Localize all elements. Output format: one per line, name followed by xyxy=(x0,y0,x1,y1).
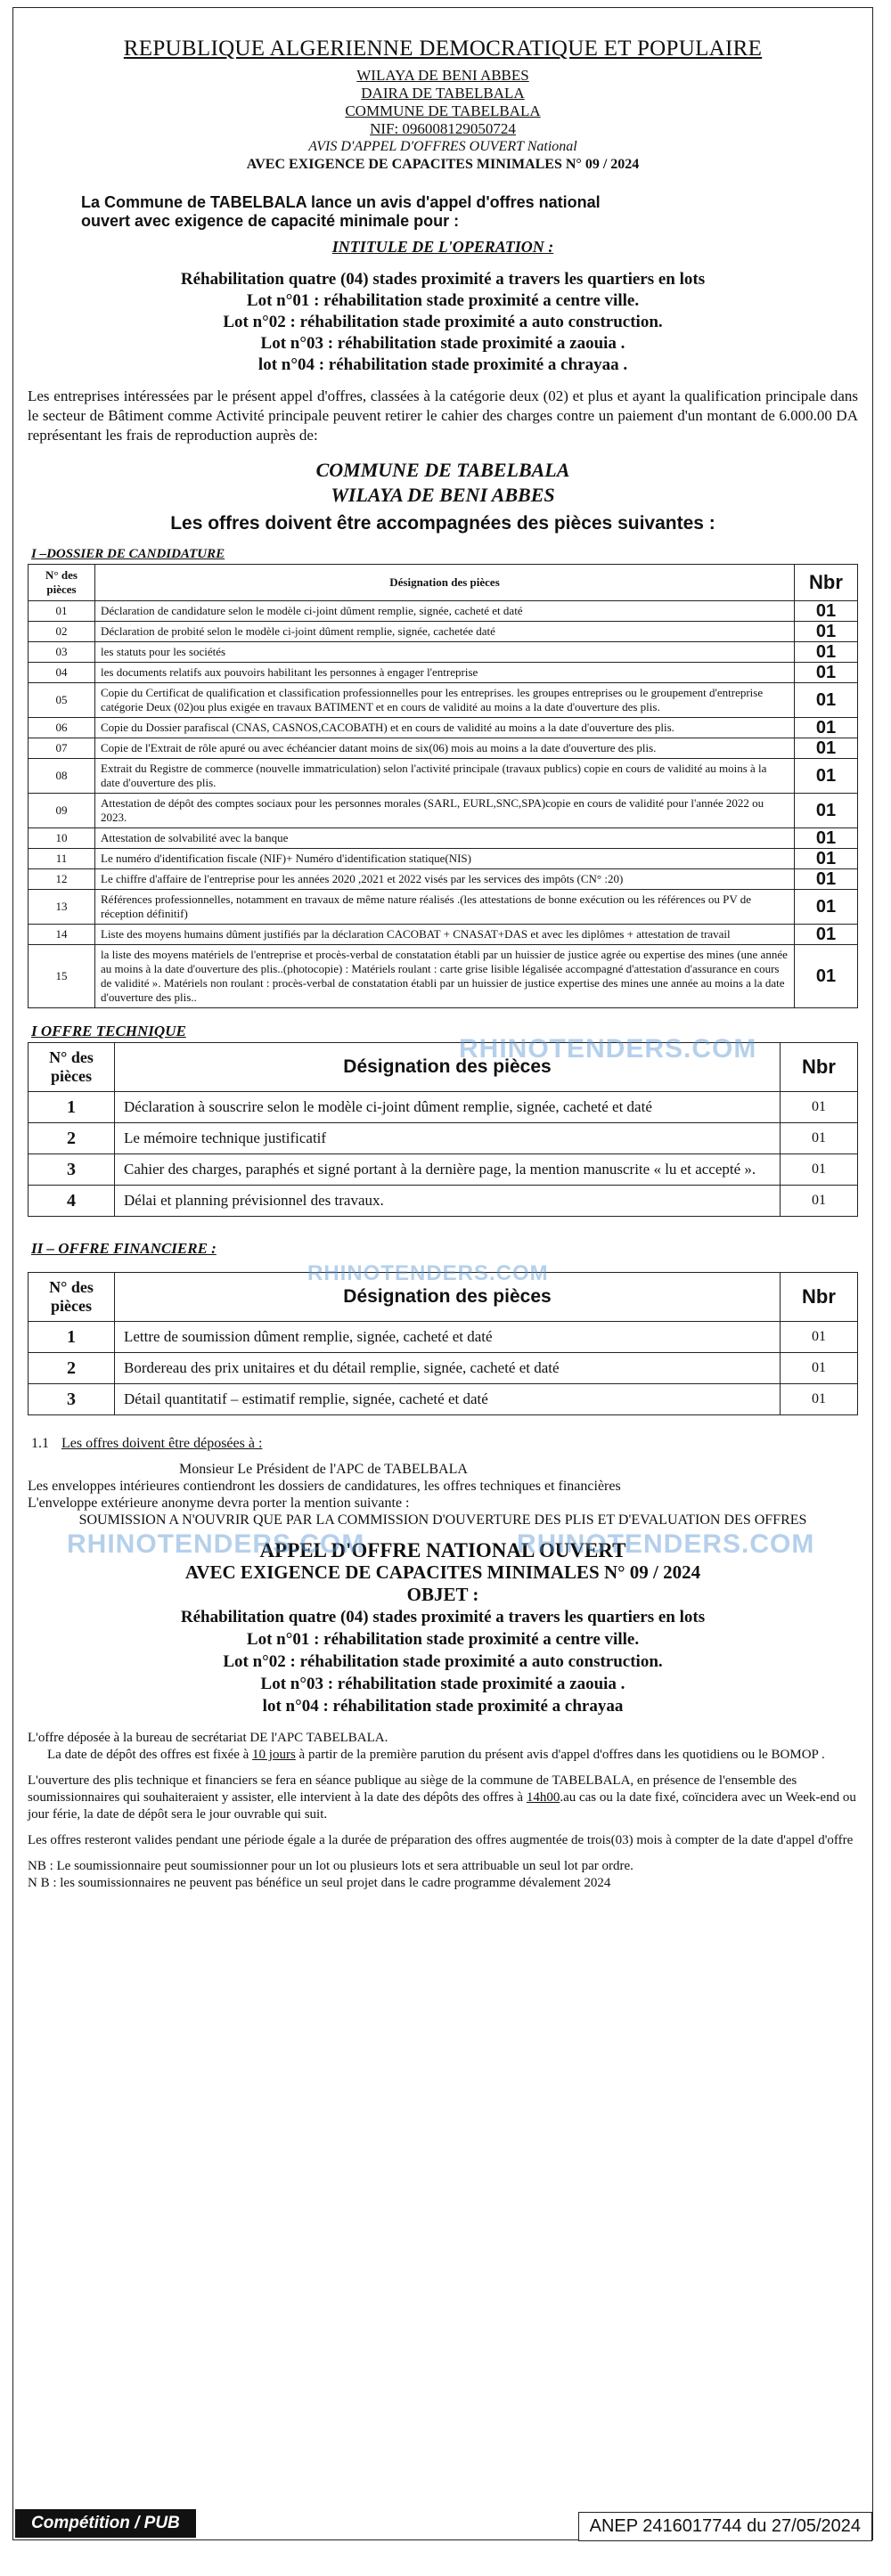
final-p1: L'offre déposée à la bureau de secrétariat DE l'APC TABELBALA. xyxy=(28,1731,388,1745)
enveloppe-lot-1: Lot n°01 : réhabilitation stade proximité a centre ville. xyxy=(246,1630,640,1649)
nif-line: NIF: 096008129050724 xyxy=(370,120,516,137)
depot-block xyxy=(28,1435,858,1528)
financiere-head-num: N° des pièces xyxy=(29,1273,115,1322)
depot-title: Les offres doivent être déposées à : xyxy=(61,1436,263,1451)
commune-block-line-2: WILAYA DE BENI ABBES xyxy=(331,484,555,506)
dossier-row xyxy=(29,759,858,794)
technique-piece-number: 3 xyxy=(29,1154,115,1186)
final-p3-hour: 14h00 xyxy=(526,1790,560,1805)
final-p2 xyxy=(28,1747,858,1764)
technique-piece-number: 2 xyxy=(29,1123,115,1154)
dossier-piece-number: 05 xyxy=(29,683,95,718)
dossier-piece-designation: les statuts pour les sociétés xyxy=(95,642,795,663)
dossier-row xyxy=(29,869,858,890)
dossier-piece-designation: les documents relatifs aux pouvoirs habilitant les personnes à engager l'entreprise xyxy=(95,663,795,683)
final-p2-days: 10 jours xyxy=(252,1748,296,1762)
financiere-row xyxy=(29,1353,858,1384)
intro-text xyxy=(81,193,858,231)
dossier-piece-designation: Copie de l'Extrait de rôle apuré ou avec échéancier datant moins de six(06) mois au moins a la date d'ouverture des plis. xyxy=(95,738,795,759)
financiere-row xyxy=(29,1384,858,1415)
financiere-piece-designation: Lettre de soumission dûment remplie, signée, cacheté et daté xyxy=(115,1322,781,1353)
watermark-3: RHINOTENDERS.COM xyxy=(67,1529,365,1559)
dossier-row xyxy=(29,738,858,759)
technique-row xyxy=(29,1186,858,1217)
technique-piece-designation: Délai et planning prévisionnel des travaux. xyxy=(115,1186,781,1217)
operation-lot-2: Lot n°02 : réhabilitation stade proximité a auto construction. xyxy=(223,313,663,331)
intro-line-1: La Commune de TABELBALA lance un avis d'appel d'offres national xyxy=(81,193,601,211)
technique-piece-number: 1 xyxy=(29,1092,115,1123)
daira-line: DAIRA DE TABELBALA xyxy=(361,85,525,102)
dossier-piece-designation: Attestation de solvabilité avec la banque xyxy=(95,828,795,849)
watermark-1: RHINOTENDERS.COM xyxy=(459,1034,757,1064)
dossier-piece-designation: Déclaration de probité selon le modèle ci-joint dûment remplie, signée, cachetée daté xyxy=(95,622,795,642)
technique-piece-designation: Cahier des charges, paraphés et signé portant à la dernière page, la mention manuscrite « lu et accepté ». xyxy=(115,1154,781,1186)
technique-piece-count: 01 xyxy=(781,1186,858,1217)
wilaya-line: WILAYA DE BENI ABBES xyxy=(356,67,529,84)
commune-block-line-1: COMMUNE DE TABELBALA xyxy=(315,459,570,481)
financiere-title: II – OFFRE FINANCIERE : xyxy=(31,1240,217,1257)
final-p3-b: .au cas ou la date fixé, coïncidera avec un Week-end ou jour férie, la date de dépôt sera le jour ouvrable qui suit. xyxy=(28,1790,856,1822)
operation-lot-4: lot n°04 : réhabilitation stade proximité a chrayaa . xyxy=(257,355,628,374)
enveloppe-lot-4: lot n°04 : réhabilitation stade proximité a chrayaa xyxy=(262,1697,624,1716)
technique-piece-number: 4 xyxy=(29,1186,115,1217)
dossier-piece-designation: Le chiffre d'affaire de l'entreprise pour les années 2020 ,2021 et 2022 visés par les services des impôts (CN° :20) xyxy=(95,869,795,890)
watermark-4: RHINOTENDERS.COM xyxy=(517,1529,815,1559)
dossier-head-num: N° des pièces xyxy=(29,565,95,601)
technique-title: I OFFRE TECHNIQUE xyxy=(31,1023,186,1039)
dossier-piece-designation: Liste des moyens humains dûment justifiés par la déclaration CACOBAT + CNASAT+DAS et avec les diplômes + attestation de travail xyxy=(95,925,795,945)
dossier-head-des: Désignation des pièces xyxy=(95,565,795,601)
dossier-piece-count: 01 xyxy=(795,642,858,663)
financiere-head-des: Désignation des pièces xyxy=(115,1273,781,1322)
dossier-piece-count: 01 xyxy=(795,663,858,683)
dossier-piece-designation: Copie du Certificat de qualification et classification professionnelles pour les entreprises. les groupes entreprises ou le groupement d'entreprise catégorie Deux (02)ou plus exigée en travaux BATIMENT et en cours de validité au moins a la date d'ouverture des plis. xyxy=(95,683,795,718)
dossier-piece-count: 01 xyxy=(795,738,858,759)
dossier-piece-number: 06 xyxy=(29,718,95,738)
technique-piece-designation: Déclaration à souscrire selon le modèle ci-joint dûment remplie, signée, cacheté et daté xyxy=(115,1092,781,1123)
dossier-piece-designation: Déclaration de candidature selon le modèle ci-joint dûment remplie, signée, cacheté et daté xyxy=(95,601,795,622)
final-p2-a: La date de dépôt des offres est fixée à xyxy=(47,1748,253,1762)
dossier-piece-count: 01 xyxy=(795,718,858,738)
depot-num: 1.1 xyxy=(31,1436,49,1451)
intitule-heading: INTITULE DE L'OPERATION : xyxy=(331,238,554,256)
dossier-row xyxy=(29,849,858,869)
financiere-piece-count: 01 xyxy=(781,1353,858,1384)
dossier-piece-designation: Attestation de dépôt des comptes sociaux pour les personnes morales (SARL, EURL,SNC,SPA)copie en cours de validité pour l'année 2022 ou 2023. xyxy=(95,794,795,828)
anep-reference: ANEP 2416017744 du 27/05/2024 xyxy=(578,2512,872,2541)
competition-pub-badge: Compétition / PUB xyxy=(15,2509,196,2538)
dossier-row xyxy=(29,683,858,718)
enveloppe-block xyxy=(28,1539,858,1717)
depot-line-4: SOUMISSION A N'OUVRIR QUE PAR LA COMMISSION D'OUVERTURE DES PLIS ET D'EVALUATION DES OFFRES xyxy=(78,1512,807,1528)
financiere-piece-designation: Bordereau des prix unitaires et du détail remplie, signée, cacheté et daté xyxy=(115,1353,781,1384)
dossier-piece-number: 02 xyxy=(29,622,95,642)
dossier-piece-count: 01 xyxy=(795,794,858,828)
dossier-piece-number: 03 xyxy=(29,642,95,663)
final-p3-a: L'ouverture des plis technique et financiers se fera en séance publique au siège de la commune de TABELBALA, en présence de l'ensemble des soumissionnaires qui souhaiteraient y assister, elle intervient à la date des dépôts des offres à xyxy=(28,1773,797,1805)
dossier-row xyxy=(29,828,858,849)
technique-piece-count: 01 xyxy=(781,1123,858,1154)
financiere-piece-designation: Détail quantitatif – estimatif remplie, signée, cacheté et daté xyxy=(115,1384,781,1415)
final-nb2: N B : les soumissionnaires ne peuvent pas bénéfice un seul projet dans le cadre programme dévalement 2024 xyxy=(28,1876,611,1890)
dossier-row xyxy=(29,794,858,828)
dossier-piece-number: 10 xyxy=(29,828,95,849)
financiere-piece-number: 1 xyxy=(29,1322,115,1353)
dossier-title: I –DOSSIER DE CANDIDATURE xyxy=(31,547,225,561)
operation-lot-1: Lot n°01 : réhabilitation stade proximité a centre ville. xyxy=(246,291,640,310)
dossier-row xyxy=(29,642,858,663)
dossier-piece-designation: Références professionnelles, notamment en travaux de même nature réalisés .(les attestations de bonne exécution ou les références ou PV de réception définitif) xyxy=(95,890,795,925)
commune-block xyxy=(28,458,858,508)
dossier-head-nbr: Nbr xyxy=(795,565,858,601)
financiere-row xyxy=(29,1322,858,1353)
technique-row xyxy=(29,1154,858,1186)
dossier-row xyxy=(29,890,858,925)
dossier-piece-number: 01 xyxy=(29,601,95,622)
eligibility-paragraph: Les entreprises intéressées par le présent appel d'offres, classées à la catégorie deux (02) et plus et ayant la qualification principale dans le secteur de Bâtiment comme Activité principale peuvent retirer le cahier des charges contre un paiement d'un montant de 6.000.00 DA représentant les frais de reproduction auprès de: xyxy=(28,387,858,444)
depot-line-1: Monsieur Le Président de l'APC de TABELBALA xyxy=(179,1462,468,1477)
financiere-head-nbr: Nbr xyxy=(781,1273,858,1322)
dossier-piece-count: 01 xyxy=(795,683,858,718)
technique-head-des: Désignation des pièces xyxy=(115,1043,781,1092)
dossier-piece-number: 13 xyxy=(29,890,95,925)
dossier-piece-number: 08 xyxy=(29,759,95,794)
enveloppe-objet: OBJET : xyxy=(406,1584,479,1605)
dossier-row xyxy=(29,945,858,1008)
exigence-line: AVEC EXIGENCE DE CAPACITES MINIMALES N° 09 / 2024 xyxy=(246,157,640,172)
dossier-piece-count: 01 xyxy=(795,890,858,925)
dossier-piece-number: 09 xyxy=(29,794,95,828)
dossier-row xyxy=(29,925,858,945)
technique-row xyxy=(29,1123,858,1154)
commune-line: COMMUNE DE TABELBALA xyxy=(345,102,541,119)
offres-heading: Les offres doivent être accompagnées des pièces suivantes : xyxy=(170,513,715,534)
final-block xyxy=(28,1730,858,1892)
dossier-row xyxy=(29,601,858,622)
final-p2-b: à partir de la première parution du présent avis d'appel d'offres dans les quotidiens ou le BOMOP . xyxy=(295,1748,825,1762)
technique-piece-count: 01 xyxy=(781,1092,858,1123)
dossier-piece-number: 12 xyxy=(29,869,95,890)
dossier-row xyxy=(29,718,858,738)
notice-page xyxy=(12,7,873,2540)
enveloppe-lot-2: Lot n°02 : réhabilitation stade proximité a auto construction. xyxy=(223,1652,663,1671)
operation-title: Réhabilitation quatre (04) stades proximité a travers les quartiers en lots xyxy=(180,270,706,289)
enveloppe-op: Réhabilitation quatre (04) stades proximité a travers les quartiers en lots xyxy=(180,1608,706,1626)
dossier-piece-count: 01 xyxy=(795,869,858,890)
final-p4: Les offres resteront valides pendant une période égale a la durée de préparation des offres augmentée de trois(03) mois à compter de la date d'appel d'offre xyxy=(28,1833,854,1847)
financiere-piece-number: 3 xyxy=(29,1384,115,1415)
enveloppe-title-2: AVEC EXIGENCE DE CAPACITES MINIMALES N° 09 / 2024 xyxy=(184,1561,701,1583)
dossier-table xyxy=(28,564,858,1008)
dossier-piece-count: 01 xyxy=(795,759,858,794)
depot-line-2: Les enveloppes intérieures contiendront les dossiers de candidatures, les offres techniques et financières xyxy=(28,1479,621,1494)
dossier-piece-number: 07 xyxy=(29,738,95,759)
dossier-piece-designation: Le numéro d'identification fiscale (NIF)+ Numéro d'identification statique(NIS) xyxy=(95,849,795,869)
dossier-piece-count: 01 xyxy=(795,601,858,622)
dossier-row xyxy=(29,622,858,642)
dossier-row xyxy=(29,663,858,683)
technique-row xyxy=(29,1092,858,1123)
watermark-2: RHINOTENDERS.COM xyxy=(307,1261,549,1285)
enveloppe-title-1: APPEL D'OFFRE NATIONAL OUVERT xyxy=(259,1539,626,1561)
technique-head-nbr: Nbr xyxy=(781,1043,858,1092)
enveloppe-lot-3: Lot n°03 : réhabilitation stade proximité a zaouia . xyxy=(260,1675,625,1693)
operation-lot-3: Lot n°03 : réhabilitation stade proximité a zaouia . xyxy=(260,334,625,353)
dossier-piece-number: 15 xyxy=(29,945,95,1008)
intro-line-2: ouvert avec exigence de capacité minimale pour : xyxy=(81,212,460,230)
dossier-piece-count: 01 xyxy=(795,828,858,849)
republic-title: REPUBLIQUE ALGERIENNE DEMOCRATIQUE ET POPULAIRE xyxy=(123,37,763,61)
dossier-piece-designation: Copie du Dossier parafiscal (CNAS, CASNOS,CACOBATH) et en cours de validité au moins a la date d'ouverture des plis. xyxy=(95,718,795,738)
operation-block xyxy=(28,269,858,376)
depot-title-line xyxy=(28,1435,858,1452)
footer xyxy=(13,2507,872,2539)
avis-line: AVIS D'APPEL D'OFFRES OUVERT National xyxy=(308,139,577,154)
technique-head-num: N° des pièces xyxy=(29,1043,115,1092)
dossier-piece-count: 01 xyxy=(795,925,858,945)
financiere-piece-count: 01 xyxy=(781,1384,858,1415)
technique-table xyxy=(28,1042,858,1217)
financiere-piece-number: 2 xyxy=(29,1353,115,1384)
dossier-piece-designation: la liste des moyens matériels de l'entreprise et procès-verbal de constatation établi par un huissier de justice agrée ou expertise des mines (une année au moins à la date d'ouverture des plis..(photocopie) : Matériels roulant : carte grise lisible légalisée accompagné d'attestation d'assurance en cours de validité ». Matériels non roulant : procès-verbal de constatation établi par un huissier de justice expertise des mines une année au moins a la date d'ouverture des plis.. xyxy=(95,945,795,1008)
depot-line-3: L'enveloppe extérieure anonyme devra porter la mention suivante : xyxy=(28,1496,410,1511)
final-p3 xyxy=(28,1773,858,1823)
technique-piece-count: 01 xyxy=(781,1154,858,1186)
dossier-piece-count: 01 xyxy=(795,622,858,642)
dossier-piece-number: 04 xyxy=(29,663,95,683)
final-nb1: NB : Le soumissionnaire peut soumissionner pour un lot ou plusieurs lots et sera attribuable un seul lot par ordre. xyxy=(28,1859,634,1873)
financiere-table xyxy=(28,1272,858,1415)
dossier-piece-count: 01 xyxy=(795,849,858,869)
financiere-piece-count: 01 xyxy=(781,1322,858,1353)
dossier-piece-count: 01 xyxy=(795,945,858,1008)
dossier-piece-designation: Extrait du Registre de commerce (nouvelle immatriculation) selon l'activité principale (travaux publics) copie en cours de validité au moins à la date d'ouverture des plis. xyxy=(95,759,795,794)
technique-piece-designation: Le mémoire technique justificatif xyxy=(115,1123,781,1154)
dossier-piece-number: 14 xyxy=(29,925,95,945)
dossier-piece-number: 11 xyxy=(29,849,95,869)
